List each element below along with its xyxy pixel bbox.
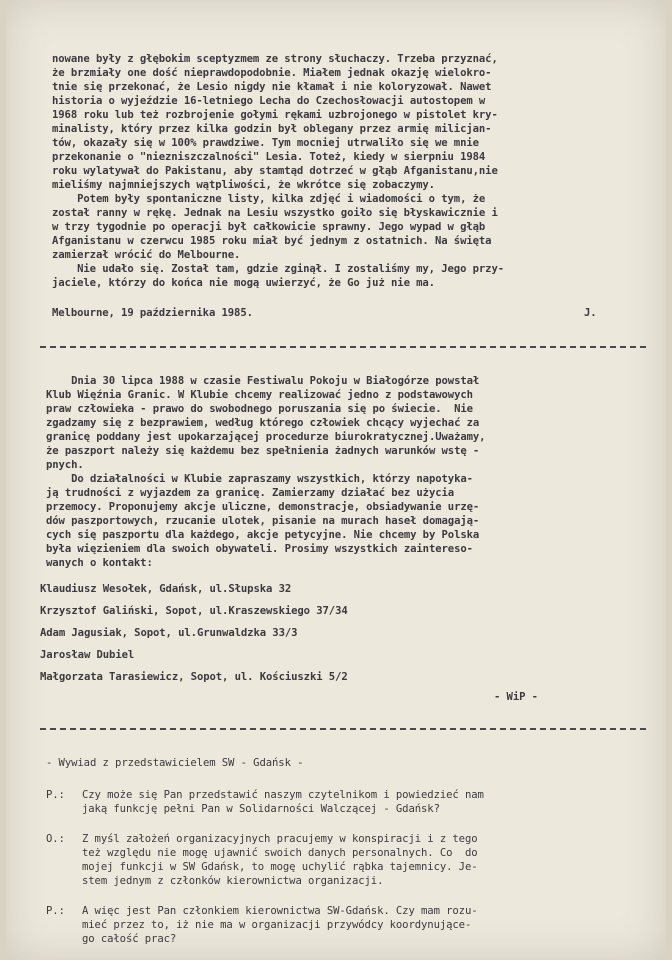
qa-line: go całość prac? bbox=[82, 933, 177, 945]
document-page bbox=[6, 0, 666, 960]
qa-line: mieć przez to, iż nie ma w organizacji przywódcy koordynujące- bbox=[82, 919, 472, 931]
text-line: cych się paszportu dla każdego, akcje petycyjne. Nie chcemy by Polska bbox=[46, 529, 480, 541]
qa-label: P.: bbox=[46, 789, 65, 801]
place-date: Melbourne, 19 października 1985. bbox=[52, 307, 253, 319]
text-line: wanych o kontakt: bbox=[46, 557, 153, 569]
qa-line: Czy może się Pan przedstawić naszym czytelnikom i powiedzieć nam bbox=[82, 789, 484, 801]
text-line: Dnia 30 lipca 1988 w czasie Festiwalu Pokoju w Białogórze powstał bbox=[46, 375, 480, 387]
text-line: ją trudności z wyjazdem za granicę. Zamierzamy działać bez użycia bbox=[46, 487, 455, 499]
text-line: mieliśmy najmniejszych wątpliwości, że wkrótce się zobaczymy. bbox=[52, 179, 435, 191]
qa-line: A więc jest Pan członkiem kierownictwa SW-Gdańsk. Czy mam rozu- bbox=[82, 905, 478, 917]
text-line: jaciele, którzy do końca nie mogą uwierzyć, że Go już nie ma. bbox=[52, 277, 435, 289]
contact-item: Adam Jagusiak, Sopot, ul.Grunwaldzka 33/3 bbox=[40, 627, 298, 639]
qa-line: stem jednym z członków kierownictwa organizacji. bbox=[82, 875, 384, 887]
qa-line: mojej funkcji w SW Gdańsk, to mogę uchylić rąbka tajemnicy. Je- bbox=[82, 861, 478, 873]
divider bbox=[40, 728, 646, 730]
signature: J. bbox=[584, 307, 597, 319]
text-line: przekonanie o "niezniszczalności" Lesia. Toteż, kiedy w sierpniu 1984 bbox=[52, 151, 486, 163]
text-line: że brzmiały one dość nieprawdopodobnie. Miałem jednak okazję wielokro- bbox=[52, 67, 492, 79]
contact-item: Jarosław Dubiel bbox=[40, 649, 135, 661]
text-line: w trzy tygodnie po operacji był całkowicie sprawny. Jego wypad w głąb bbox=[52, 221, 486, 233]
contact-item: Klaudiusz Wesołek, Gdańsk, ul.Słupska 32 bbox=[40, 583, 292, 595]
text-line: zamierzał wrócić do Melbourne. bbox=[52, 249, 241, 261]
text-line: historia o wyjeździe 16-letniego Lecha do Czechosłowacji autostopem w bbox=[52, 95, 486, 107]
text-line: pnych. bbox=[46, 459, 84, 471]
text-line: został ranny w rękę. Jednak na Lesiu wszystko goiło się błyskawicznie i bbox=[52, 207, 498, 219]
text-line: Potem były spontaniczne listy, kilka zdjęć i wiadomości o tym, że bbox=[52, 193, 486, 205]
text-line: Nie udało się. Został tam, gdzie zginął. I zostaliśmy my, Jego przy- bbox=[52, 263, 505, 275]
text-line: roku wylatywał do Pakistanu, aby stamtąd dotrzeć w głąb Afganistanu,nie bbox=[52, 165, 498, 177]
qa-line: Z myśl założeń organizacyjnych pracujemy w konspiracji i z tego bbox=[82, 833, 478, 845]
text-line: przemocy. Proponujemy akcje uliczne, demonstracje, obsiadywanie urzę- bbox=[46, 501, 480, 513]
divider bbox=[40, 346, 646, 348]
contact-item: Małgorzata Tarasiewicz, Sopot, ul. Kościuszki 5/2 bbox=[40, 671, 348, 683]
contact-item: Krzysztof Galiński, Sopot, ul.Kraszewskiego 37/34 bbox=[40, 605, 348, 617]
qa-label: P.: bbox=[46, 905, 65, 917]
text-line: 1968 roku lub też rozbrojenie gołymi rękami uzbrojonego w pistolet kry- bbox=[52, 109, 498, 121]
text-line: była więzieniem dla swoich obywateli. Prosimy wszystkich zaintereso- bbox=[46, 543, 473, 555]
qa-line: też względu nie mogę ujawnić swoich danych personalnych. Co do bbox=[82, 847, 478, 859]
source-tag: - WiP - bbox=[494, 691, 538, 703]
text-line: zgadzamy się z bezprawiem, według którego człowiek chcący wyjechać za bbox=[46, 417, 480, 429]
text-line: nowane były z głębokim sceptyzmem ze strony słuchaczy. Trzeba przyznać, bbox=[52, 53, 498, 65]
qa-line: jaką funkcję pełni Pan w Solidarności Walczącej - Gdańsk? bbox=[82, 803, 440, 815]
text-line: że paszport należy się każdemu bez spełnienia żadnych warunków wstę - bbox=[46, 445, 480, 457]
interview-heading: - Wywiad z przedstawicielem SW - Gdańsk - bbox=[46, 757, 304, 769]
text-line: Afganistanu w czerwcu 1985 roku miał być jednym z ostatnich. Na święta bbox=[52, 235, 492, 247]
text-line: tnie się przekonać, że Lesio nigdy nie kłamał i nie koloryzował. Nawet bbox=[52, 81, 492, 93]
qa-label: O.: bbox=[46, 833, 65, 845]
text-line: dów paszportowych, rzucanie ulotek, pisanie na murach haseł domagają- bbox=[46, 515, 480, 527]
text-line: minalisty, który przez kilka godzin był oblegany przez armię milicjan- bbox=[52, 123, 492, 135]
text-line: tów, okazały się w 100% prawdziwe. Tym mocniej utrwaliło się we mnie bbox=[52, 137, 479, 149]
text-line: praw człowieka - prawo do swobodnego poruszania się po świecie. Nie bbox=[46, 403, 473, 415]
text-line: granicę poddany jest upokarzającej procedurze biurokratycznej.Uważamy, bbox=[46, 431, 486, 443]
text-line: Klub Więźnia Granic. W Klubie chcemy realizować jedno z podstawowych bbox=[46, 389, 473, 401]
text-line: Do działalności w Klubie zapraszamy wszystkich, którzy napotyka- bbox=[46, 473, 473, 485]
